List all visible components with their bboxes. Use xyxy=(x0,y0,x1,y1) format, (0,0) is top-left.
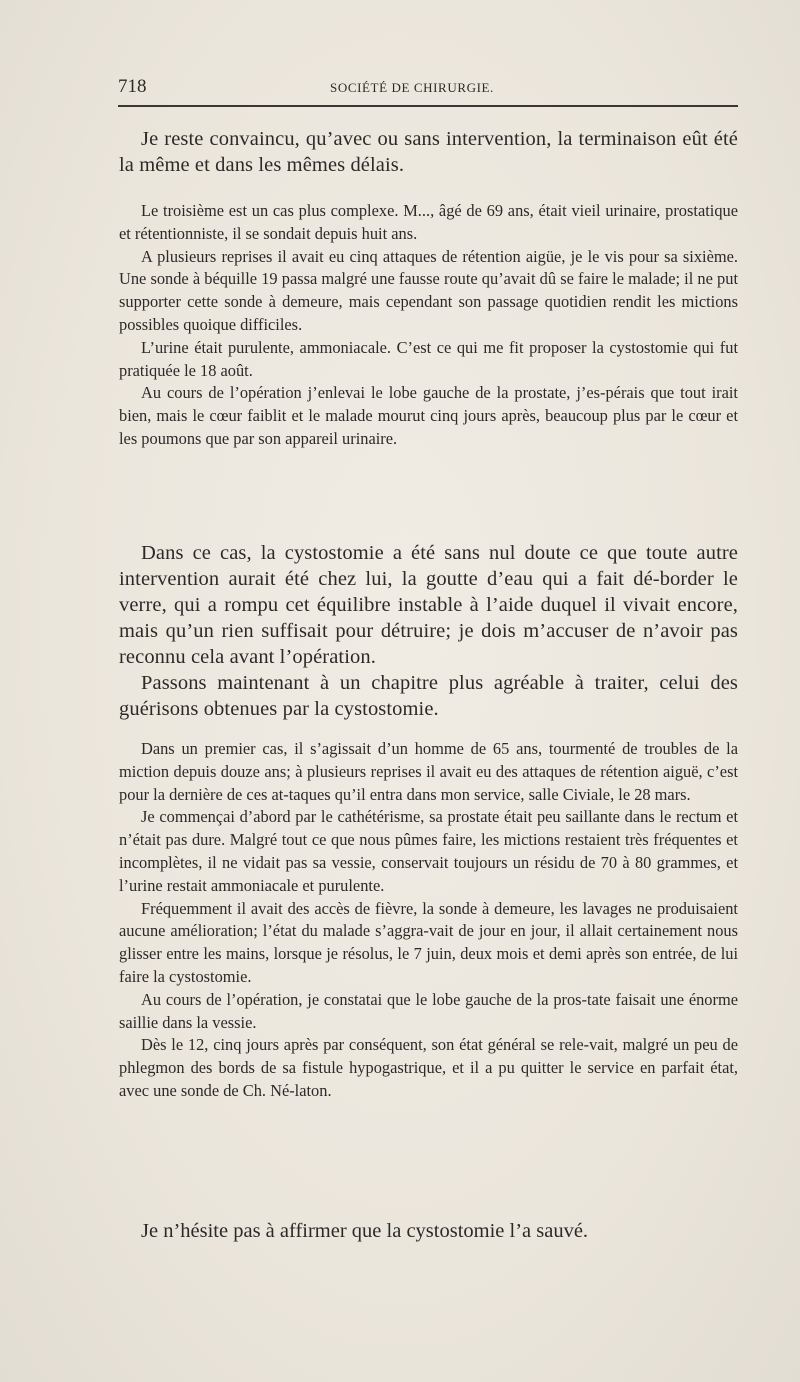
text-block-2 xyxy=(119,200,738,451)
paragraph: Dans ce cas, la cystostomie a été sans nul doute ce que toute autre intervention aurait été chez lui, la goutte d’eau qui a fait dé-border le verre, qui a rompu cet équilibre instable à l’aide duquel il vivait encore, mais qu’un rien suffisait pour détruire; je dois m’accuser de n’avoir pas reconnu cela avant l’opération. xyxy=(119,542,738,668)
text-block-3 xyxy=(119,540,738,722)
closing-sentence: Je n’hésite pas à affirmer que la cystostomie l’a sauvé. xyxy=(141,1220,589,1242)
text-block-4 xyxy=(119,738,738,1103)
paragraph: Le troisième est un cas plus complexe. M..., âgé de 69 ans, était vieil urinaire, prostatique et rétentionniste, il se sondait depuis huit ans. xyxy=(119,201,738,243)
paragraph: Dès le 12, cinq jours après par conséquent, son état général se rele-vait, malgré un peu de phlegmon des bords de sa fistule hypogastrique, et il a pu quitter le service en parfait état, avec une sonde de Ch. Né-laton. xyxy=(119,1035,738,1100)
paragraph: Dans un premier cas, il s’agissait d’un homme de 65 ans, tourmenté de troubles de la miction depuis douze ans; à plusieurs reprises il avait eu des attaques de rétention aiguë, c’est pour la dernière de ces at-taques qu’il entra dans mon service, salle Civiale, le 28 mars. xyxy=(119,739,738,804)
paragraph: Je reste convaincu, qu’avec ou sans intervention, la terminaison eût été la même et dans les mêmes délais. xyxy=(119,128,738,176)
paragraph: Au cours de l’opération j’enlevai le lobe gauche de la prostate, j’es-pérais que tout irait bien, mais le cœur faiblit et le malade mourut cinq jours après, beaucoup plus par le cœur et les poumons que par son appareil urinaire. xyxy=(119,383,738,448)
header-rule xyxy=(118,105,738,107)
paragraph: A plusieurs reprises il avait eu cinq attaques de rétention aigüe, je le vis pour sa sixième. Une sonde à béquille 19 passa malgré une fausse route qu’avait dû se faire le malade; il ne put supporter cette sonde à demeure, mais cependant son passage quotidien rendit les mictions possibles quoique difficiles. xyxy=(119,246,738,334)
paragraph: Passons maintenant à un chapitre plus agréable à traiter, celui des guérisons obtenues par la cystostomie. xyxy=(119,672,738,720)
page-number: 718 xyxy=(118,76,147,97)
paragraph: Fréquemment il avait des accès de fièvre, la sonde à demeure, les lavages ne produisaient aucune amélioration; l’état du malade s’aggra-vait de jour en jour, il allait certainement nous glisser entre les mains, lorsque je résolus, le 7 juin, deux mois et demi après son entrée, de lui faire la cystostomie. xyxy=(119,898,738,986)
text-block-1 xyxy=(119,126,738,178)
page-header xyxy=(118,76,738,98)
paragraph: Je commençai d’abord par le cathétérisme, sa prostate était peu saillante dans le rectum et n’était pas dure. Malgré tout ce que nous pûmes faire, les mictions restaient très fréquentes et incomplètes, il ne vidait pas sa vessie, conservait toujours un résidu de 70 à 80 grammes, et l’urine restait ammoniacale et purulente. xyxy=(119,807,738,895)
paragraph: L’urine était purulente, ammoniacale. C’est ce qui me fit proposer la cystostomie qui fut pratiquée le 18 août. xyxy=(119,337,738,380)
running-title: SOCIÉTÉ DE CHIRURGIE. xyxy=(330,80,494,95)
paragraph: Au cours de l’opération, je constatai que le lobe gauche de la pros-tate faisait une énorme saillie dans la vessie. xyxy=(119,989,738,1032)
